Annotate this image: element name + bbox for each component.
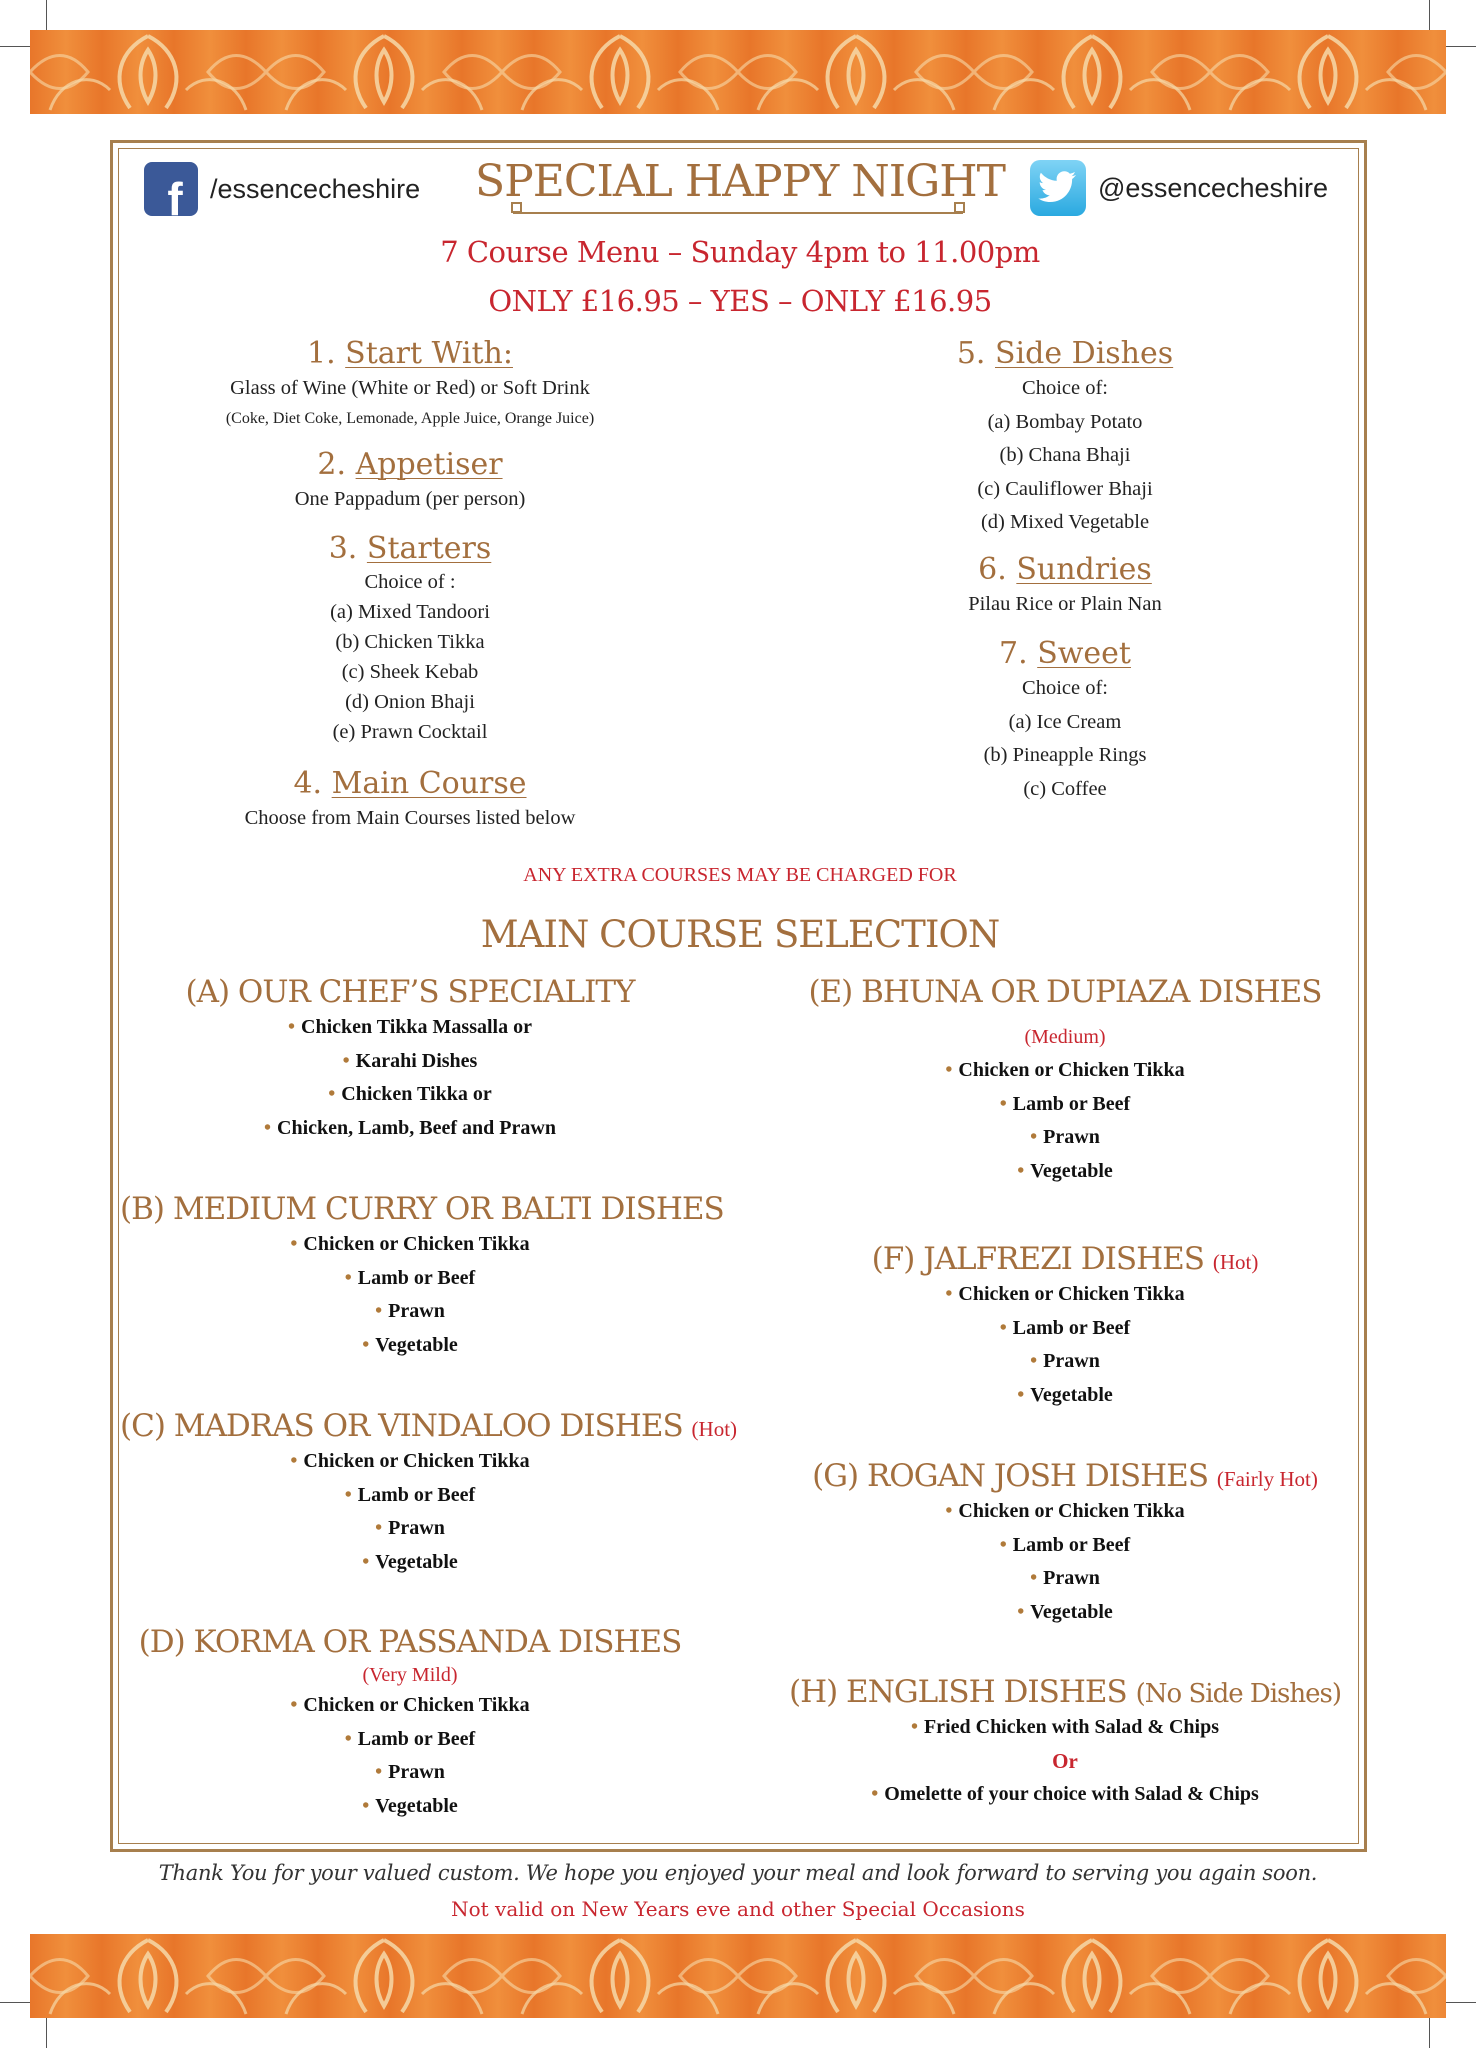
facebook-handle-text: /essencecheshire bbox=[210, 173, 421, 204]
list-item: • Prawn bbox=[785, 1562, 1345, 1596]
list-item: • Lamb or Beef bbox=[120, 1262, 700, 1296]
validity-note: Not valid on New Years eve and other Special Occasions bbox=[451, 1897, 1025, 1921]
crop-mark bbox=[0, 46, 30, 47]
course-line: Choice of : bbox=[364, 571, 456, 593]
course-line: (b) Chana Bhaji bbox=[999, 444, 1131, 466]
list-item: • Karahi Dishes bbox=[120, 1045, 700, 1079]
list-item: • Prawn bbox=[120, 1756, 700, 1790]
list-item: • Chicken or Chicken Tikka bbox=[120, 1689, 700, 1723]
course-number: 5. bbox=[956, 336, 986, 371]
list-item: • Vegetable bbox=[120, 1546, 700, 1580]
course-line: (a) Bombay Potato bbox=[987, 410, 1143, 433]
course-7 bbox=[835, 636, 1295, 806]
section-note: (No Side Dishes) bbox=[1135, 1679, 1341, 1709]
course-line: (c) Sheek Kebab bbox=[341, 661, 479, 683]
section-d bbox=[120, 1624, 700, 1823]
list-item: • Lamb or Beef bbox=[785, 1529, 1345, 1563]
course-title: Side Dishes bbox=[995, 336, 1174, 371]
main-course-selection-title: MAIN COURSE SELECTION bbox=[480, 913, 1000, 956]
course-5 bbox=[835, 336, 1295, 540]
list-item: • Vegetable bbox=[120, 1329, 700, 1363]
course-line: (c) Coffee bbox=[1023, 777, 1107, 800]
course-number: 6. bbox=[978, 552, 1007, 587]
menu-price: ONLY £16.95 – YES – ONLY £16.95 bbox=[488, 284, 992, 318]
crop-mark bbox=[1429, 2018, 1430, 2048]
course-line: (a) Ice Cream bbox=[1008, 710, 1122, 733]
page-title: SPECIAL HAPPY NIGHT bbox=[474, 156, 1006, 207]
list-item: • Lamb or Beef bbox=[120, 1723, 700, 1757]
course-line: Choose from Main Courses listed below bbox=[244, 807, 576, 829]
course-line: (e) Prawn Cocktail bbox=[332, 721, 488, 743]
course-4 bbox=[150, 766, 670, 836]
heat-note: (Fairly Hot) bbox=[1216, 1467, 1318, 1491]
item-list bbox=[785, 1054, 1345, 1188]
section-title: (A) OUR CHEF’S SPECIALITY bbox=[185, 974, 635, 1010]
course-1 bbox=[150, 336, 670, 432]
item-list bbox=[785, 1278, 1345, 1412]
heat-note: (Very Mild) bbox=[362, 1664, 458, 1687]
section-h bbox=[785, 1674, 1345, 1811]
heat-note: (Hot) bbox=[1212, 1250, 1259, 1274]
item-list bbox=[785, 1711, 1345, 1745]
item-list bbox=[120, 1689, 700, 1823]
course-line: Choice of: bbox=[1022, 677, 1108, 699]
course-6 bbox=[835, 552, 1295, 622]
list-item: • Chicken or Chicken Tikka bbox=[120, 1445, 700, 1479]
course-line: (c) Cauliflower Bhaji bbox=[977, 477, 1153, 500]
item-list bbox=[120, 1011, 700, 1145]
thank-you-note: Thank You for your valued custom. We hope you enjoyed your meal and look forward to serving you again soon. bbox=[158, 1861, 1318, 1885]
menu-subtitle: 7 Course Menu – Sunday 4pm to 11.00pm bbox=[440, 235, 1040, 269]
list-item: • Prawn bbox=[120, 1295, 700, 1329]
course-3 bbox=[150, 531, 670, 747]
twitter-handle-text: @essencecheshire bbox=[1098, 172, 1329, 203]
course-line: Choice of: bbox=[1022, 377, 1108, 399]
facebook-icon: f bbox=[144, 162, 198, 216]
decorative-border-top bbox=[30, 30, 1446, 114]
facebook-handle[interactable] bbox=[144, 162, 420, 216]
course-title: Sweet bbox=[1037, 636, 1131, 671]
list-item: • Prawn bbox=[785, 1345, 1345, 1379]
crop-mark bbox=[0, 2002, 30, 2003]
list-item: • Vegetable bbox=[785, 1155, 1345, 1189]
list-item: • Chicken, Lamb, Beef and Prawn bbox=[120, 1112, 700, 1146]
item-list bbox=[120, 1445, 700, 1579]
list-item: • Chicken or Chicken Tikka bbox=[785, 1054, 1345, 1088]
section-f bbox=[785, 1241, 1345, 1412]
course-number: 1. bbox=[307, 336, 336, 371]
course-number: 2. bbox=[317, 447, 347, 482]
section-title: (B) MEDIUM CURRY OR BALTI DISHES bbox=[120, 1191, 724, 1227]
section-g bbox=[785, 1458, 1345, 1629]
extra-courses-notice: ANY EXTRA COURSES MAY BE CHARGED FOR bbox=[523, 864, 957, 886]
course-line: One Pappadum (per person) bbox=[294, 488, 526, 510]
course-title: Start With: bbox=[345, 336, 513, 371]
course-line: (d) Mixed Vegetable bbox=[980, 511, 1150, 533]
section-title: (H) ENGLISH DISHES bbox=[788, 1674, 1127, 1710]
course-line: Glass of Wine (White or Red) or Soft Drink bbox=[230, 377, 590, 399]
course-line: (b) Pineapple Rings bbox=[983, 744, 1147, 766]
list-item: • Lamb or Beef bbox=[785, 1088, 1345, 1122]
list-item: • Chicken Tikka or bbox=[120, 1078, 700, 1112]
or-separator: Or bbox=[1052, 1748, 1078, 1773]
list-item: • Prawn bbox=[120, 1512, 700, 1546]
list-item: • Chicken or Chicken Tikka bbox=[120, 1228, 700, 1262]
section-title: (G) ROGAN JOSH DISHES bbox=[812, 1458, 1209, 1494]
list-item: • Fried Chicken with Salad & Chips bbox=[785, 1711, 1345, 1745]
list-item: • Prawn bbox=[785, 1121, 1345, 1155]
course-title: Starters bbox=[366, 531, 492, 566]
item-list bbox=[785, 1495, 1345, 1629]
list-item: • Chicken or Chicken Tikka bbox=[785, 1495, 1345, 1529]
twitter-handle[interactable] bbox=[1030, 160, 1328, 216]
list-item: • Omelette of your choice with Salad & Chips bbox=[785, 1778, 1345, 1812]
list-item: • Chicken or Chicken Tikka bbox=[785, 1278, 1345, 1312]
section-title: (E) BHUNA OR DUPIAZA DISHES bbox=[808, 974, 1322, 1010]
heat-note: (Medium) bbox=[1024, 1026, 1106, 1049]
crop-mark bbox=[1429, 0, 1430, 30]
item-list bbox=[120, 1228, 700, 1362]
list-item: • Vegetable bbox=[785, 1596, 1345, 1630]
course-line: (d) Onion Bhaji bbox=[345, 691, 475, 713]
crop-mark bbox=[1446, 46, 1476, 47]
course-number: 3. bbox=[328, 531, 358, 566]
course-line: Pilau Rice or Plain Nan bbox=[968, 593, 1162, 615]
crop-mark bbox=[46, 0, 47, 30]
course-line: (a) Mixed Tandoori bbox=[330, 601, 490, 623]
list-item: • Lamb or Beef bbox=[120, 1479, 700, 1513]
course-title: Main Course bbox=[331, 766, 527, 801]
section-c bbox=[120, 1408, 738, 1579]
heat-note: (Hot) bbox=[691, 1417, 738, 1441]
item-list bbox=[785, 1778, 1345, 1812]
list-item: • Vegetable bbox=[120, 1790, 700, 1824]
section-title: (C) MADRAS OR VINDALOO DISHES bbox=[120, 1408, 683, 1444]
list-item: • Lamb or Beef bbox=[785, 1312, 1345, 1346]
course-title: Sundries bbox=[1016, 552, 1152, 587]
course-number: 4. bbox=[293, 766, 323, 801]
section-e bbox=[785, 974, 1345, 1188]
title-underline bbox=[513, 212, 963, 214]
decorative-border-bottom bbox=[30, 1934, 1446, 2018]
course-number: 7. bbox=[999, 636, 1028, 671]
list-item: • Vegetable bbox=[785, 1379, 1345, 1413]
crop-mark bbox=[1446, 2002, 1476, 2003]
section-title: (F) JALFREZI DISHES bbox=[871, 1241, 1204, 1277]
section-title: (D) KORMA OR PASSANDA DISHES bbox=[138, 1624, 682, 1660]
course-2 bbox=[150, 447, 670, 517]
section-b bbox=[120, 1191, 724, 1362]
crop-mark bbox=[46, 2018, 47, 2048]
section-a bbox=[120, 974, 700, 1145]
course-note: (Coke, Diet Coke, Lemonade, Apple Juice, Orange Juice) bbox=[225, 409, 595, 427]
list-item: • Chicken Tikka Massalla or bbox=[120, 1011, 700, 1045]
course-line: (b) Chicken Tikka bbox=[335, 631, 485, 653]
course-title: Appetiser bbox=[355, 447, 503, 482]
